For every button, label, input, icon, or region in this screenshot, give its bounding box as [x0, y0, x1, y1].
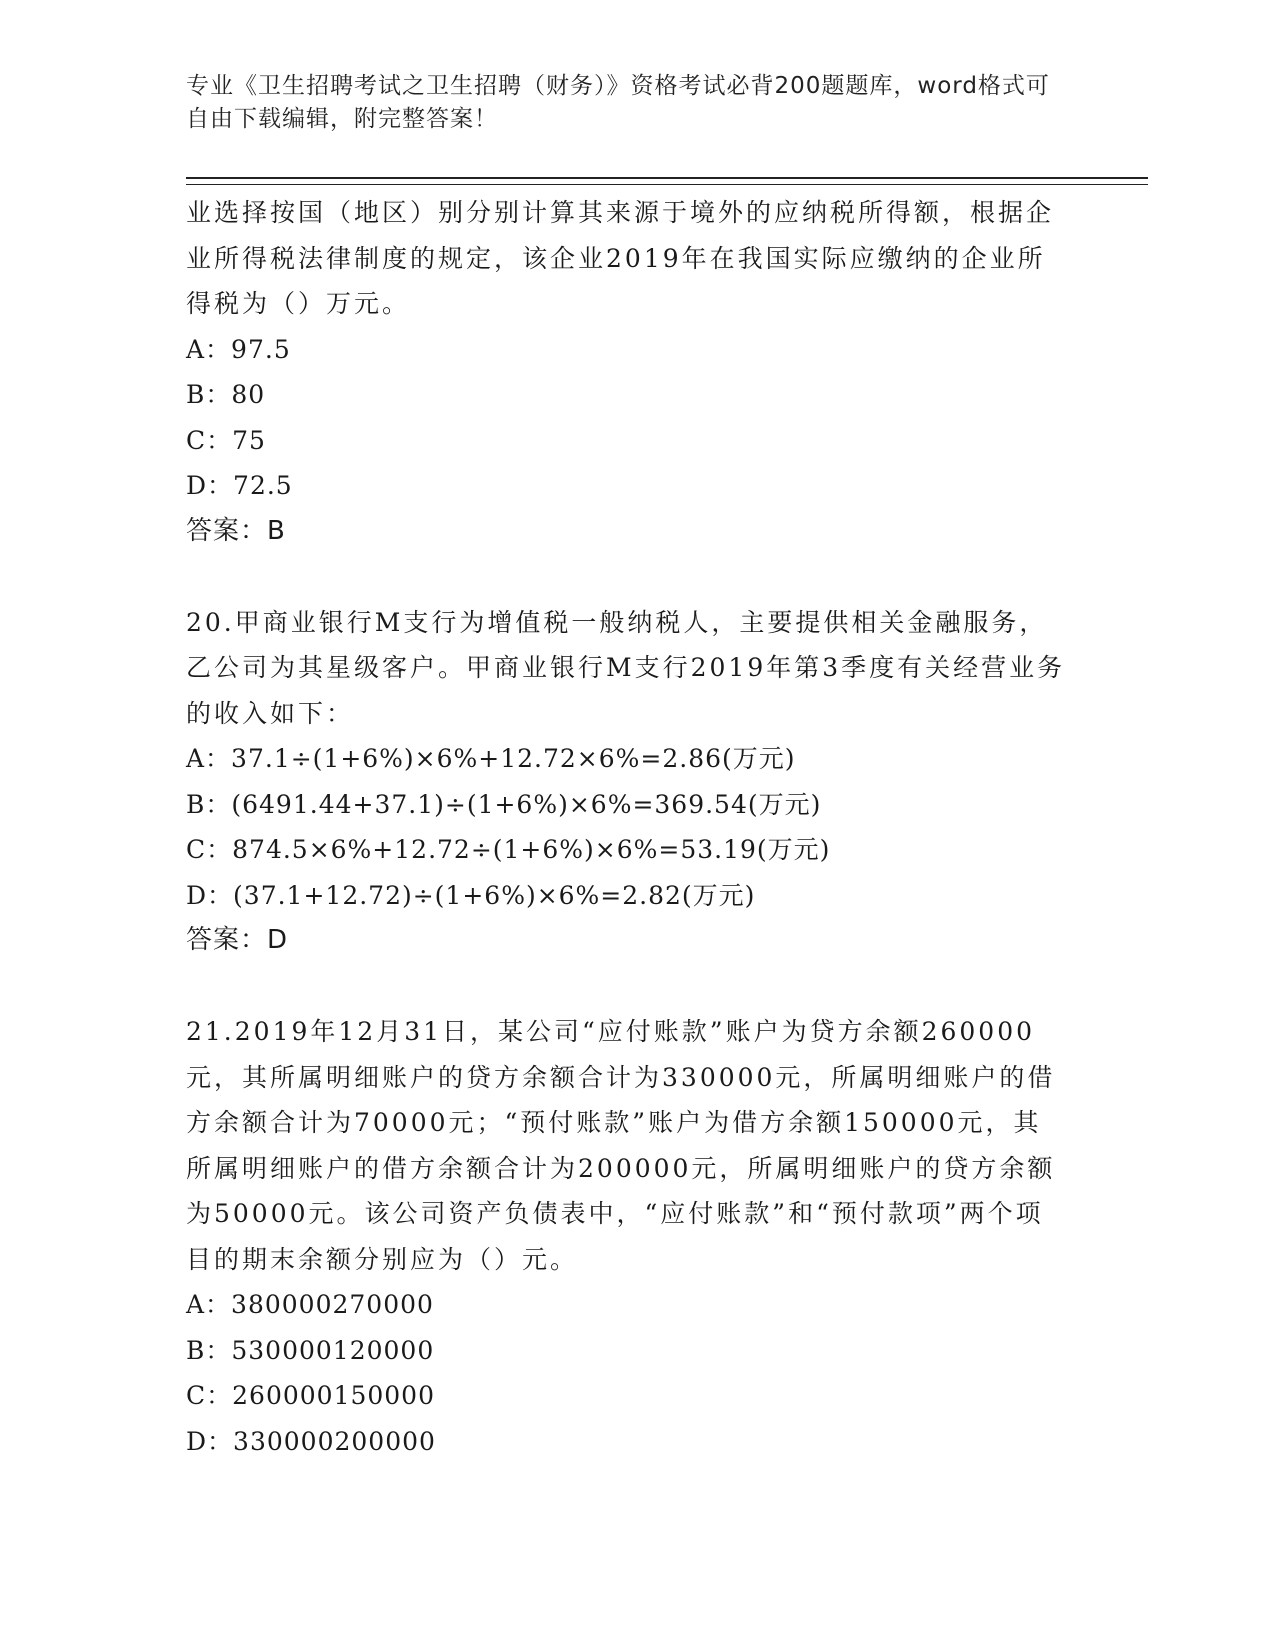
option-c: C：260000150000: [186, 1381, 435, 1410]
option-a: A：380000270000: [186, 1290, 434, 1319]
option-a: A：97.5: [186, 334, 291, 364]
option-b: B：(6491.44+37.1)÷(1+6%)×6%=369.54(万元): [186, 789, 822, 819]
option-c: C：75: [186, 425, 266, 455]
question-stem: 业选择按国（地区）别分别计算其来源于境外的应纳税所得额，根据企业所得税法律制度的规定，该企业2019年在我国实际应缴纳的企业所得税为（）万元。: [186, 198, 1055, 318]
page-header: 专业《卫生招聘考试之卫生招聘（财务）》资格考试必背200题题库，word格式可自由下载编辑，附完整答案！: [186, 73, 1050, 132]
document-body: [186, 190, 1066, 1464]
option-c: C：874.5×6%+12.72÷(1+6%)×6%=53.19(万元): [186, 835, 831, 864]
option-d: D：330000200000: [186, 1426, 436, 1456]
option-b: B：530000120000: [186, 1335, 435, 1365]
header-divider: [186, 177, 1148, 185]
question-20: [186, 600, 1066, 964]
option-a: A：37.1÷(1+6%)×6%+12.72×6%=2.86(万元): [186, 744, 796, 773]
question-stem: 20.甲商业银行M支行为增值税一般纳税人，主要提供相关金融服务，乙公司为其星级客户。甲商业银行M支行2019年第3季度有关经营业务的收入如下：: [186, 607, 1066, 728]
spacer: [186, 964, 1066, 1010]
option-b: B：80: [186, 380, 266, 409]
spacer: [186, 554, 1066, 600]
question-21: [186, 1009, 1066, 1464]
question-19: [186, 190, 1066, 554]
question-stem: 21.2019年12月31日，某公司“应付账款”账户为贷方余额260000元，其所属明细账户的贷方余额合计为330000元，所属明细账户的借方余额合计为70000元；“预付账款”账户为借方余额150000元，其所属明细账户的借方余额合计为200000元，所属明细账户的贷方余额为50000元。该公司资产负债表中，“应付账款”和“预付款项”两个项目的期末余额分别应为（）元。: [186, 1017, 1056, 1274]
answer: 答案：D: [186, 925, 289, 955]
option-d: D：72.5: [186, 471, 293, 500]
answer: 答案：B: [186, 515, 286, 546]
option-d: D：(37.1+12.72)÷(1+6%)×6%=2.82(万元): [186, 880, 756, 910]
